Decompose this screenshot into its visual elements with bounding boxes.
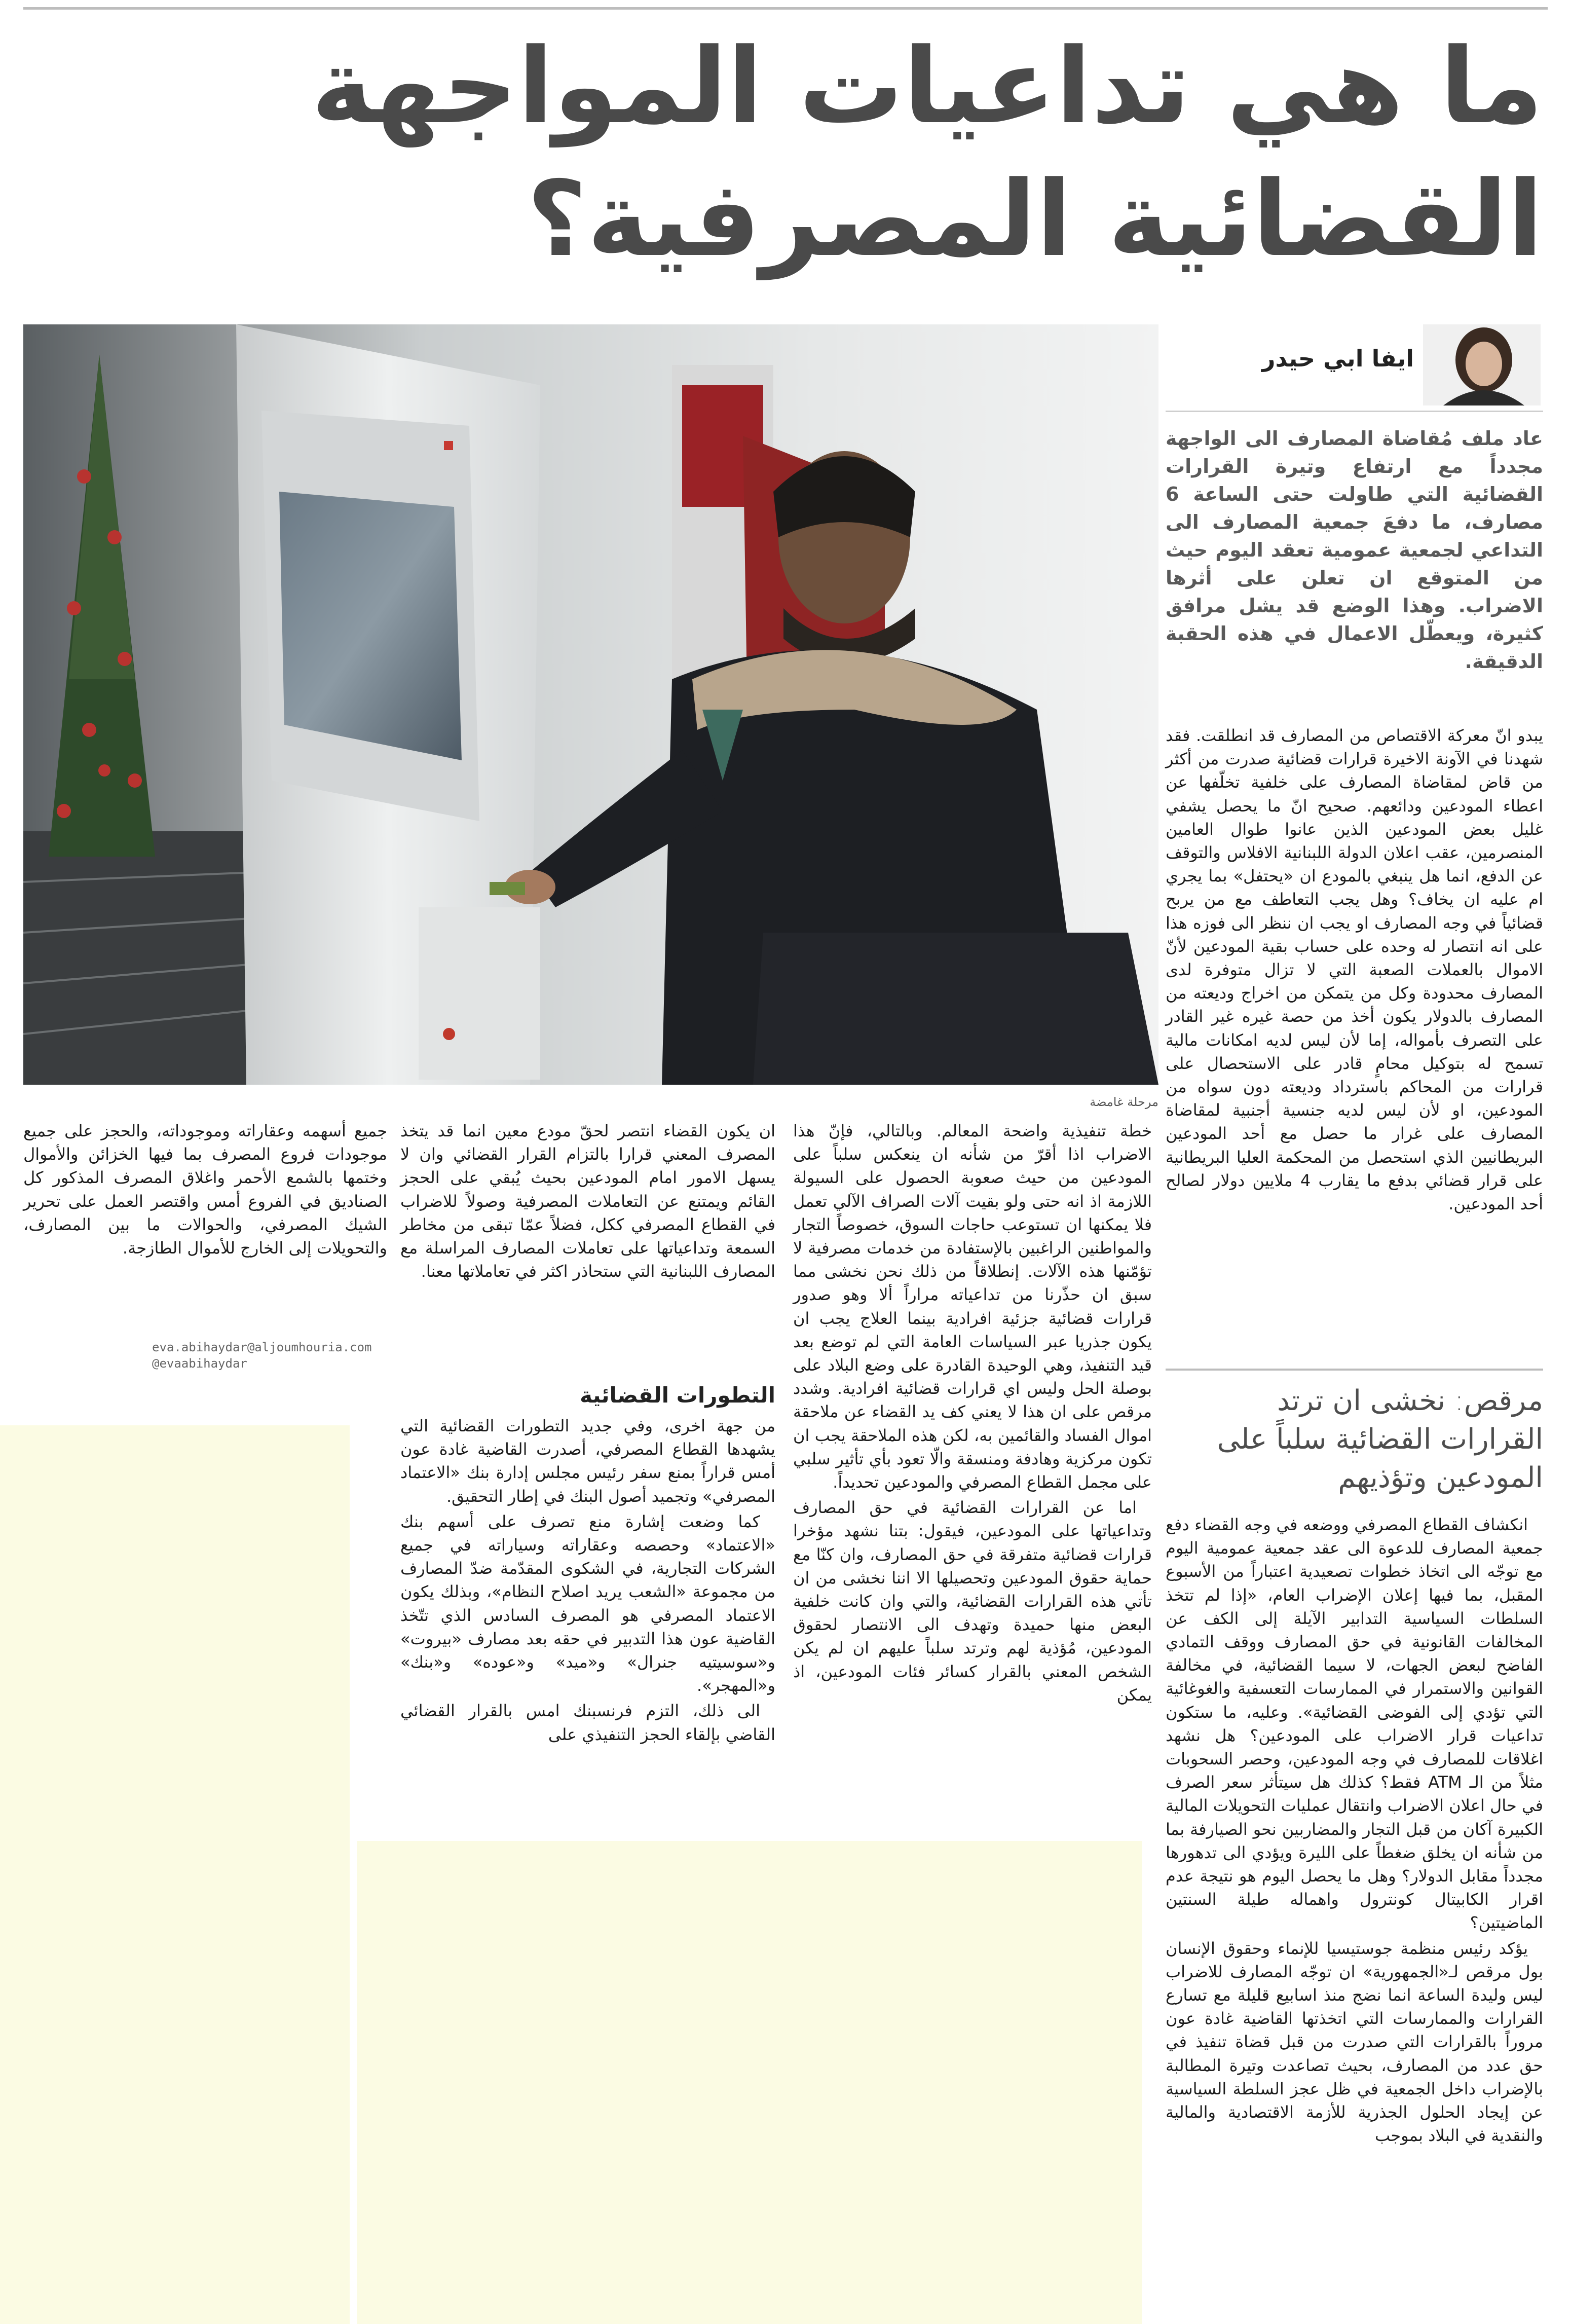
photo-caption: مرحلة غامضة bbox=[1090, 1095, 1158, 1109]
ad-space-left bbox=[0, 1425, 350, 2324]
top-rule bbox=[23, 7, 1548, 10]
author-twitter[interactable]: @evaabihaydar bbox=[152, 1356, 247, 1371]
paragraph: خطة تنفيذية واضحة المعالم. وبالتالي، فإنّ هذا الاضراب اذا أقرّ من شأنه ان ينعكس سلباً على المودعين من حيث صعوبة الحصول على السيولة اللازمة اذ انه حتى ولو بقيت آلات الصراف الآلي تعمل فلا يمكنها ان تستوعب حاجات السوق، خصوصاً التجار والمواطنين الراغبين بالإستفادة من خدمات مصرفية لا تؤمّنها هذه الآلات. إنطلاقاً من ذلك نحن نخشى مما سبق ان حذّرنا من تداعياته مراراً ألا وهو صدور قرارات قضائية جزئية افرادية بينما العلاج يجب ان يكون جذريا عبر السياسات العامة التي لم توضع بعد قيد التنفيذ، وهي الوحيدة القادرة على وضع البلاد على بوصلة الحل وليس اي قرارات قضائية افرادية. وشدد مرقص على ان هذا لا يعني كف يد القضاء عن ملاحقة اموال الفساد والقائمين به، لكن هذه الملاحقة يجب ان تكون مركزية وهادفة ومنسقة والّا تعود بأي تأثير سلبي على مجمل القطاع المصرفي والمودعين تحديداً. bbox=[793, 1121, 1152, 1492]
column-3-bottom bbox=[400, 1414, 775, 1748]
ad-space-bottom bbox=[357, 1841, 1142, 2324]
paragraph: كما وضعت إشارة منع تصرف على أسهم بنك «الاعتماد» وحصصه وعقاراته وسياراته في جميع الشركات التجارية، في الشكوى المقدّمة ضدّ المصارف من مجموعة «الشعب يريد اصلاح النظام»، وبذلك يكون الاعتماد المصرفي هو المصرف السادس الذي تتّخذ القاضية عون هذا التدبير في حقه بعد مصارف «بيروت» و«سوسيتيه جنرال» و«ميد» و«عوده» و«بنك» و«المهجر». bbox=[400, 1511, 775, 1695]
author-contact bbox=[152, 1339, 387, 1372]
author-email[interactable]: eva.abihaydar@aljoumhouria.com bbox=[152, 1340, 372, 1354]
section-subheading: التطورات القضائية bbox=[580, 1383, 775, 1408]
atm-kiosk-photo bbox=[23, 324, 1158, 1085]
column-1-bottom bbox=[1166, 1513, 1543, 2149]
paragraph: يبدو انّ معركة الاقتصاص من المصارف قد انطلقت. فقد شهدنا في الآونة الاخيرة قرارات قضائية صدرت من أكثر من قاض لمقاضاة المصارف على خلفية تخلّفها عن اعطاء المودعين ودائعهم. صحيح انّ ما يحصل يشفي غليل بعض المودعين الذين عانوا طوال العامين المنصرمين، عقب اعلان الدولة اللبنانية الافلاس والتوقف عن الدفع، انما هل ينبغي بالمودع ان «يحتفل» بما يجري ام عليه ان يخاف؟ وهل يجب التعاطف مع من يربح قضائياً في وجه المصارف او يجب ان ننظر الى فوزه هذا على انه انتصار له وحده على حساب بقية المودعين لأنّ الاموال بالعملات الصعبة التي لا تزال متوفرة لدى المصارف محدودة وكل من يتمكن من اخراج وديعته من المصارف بالدولار يكون أخذ من حصة غيره غير القادر على التصرف بأمواله، إما لأن ليس لديه امكانات مالية تسمح له بتوكيل محامٍ قادر على الاستحصال على قرارات من المحاكم باسترداد وديعته دون سواه من المودعين، او لأن ليس لديه جنسية أجنبية لمقاضاة المصارف على غرار ما حصل مع أحد المودعين البريطانيين الذي استحصل من المحكمة العليا البريطانية على قرار قضائي بدفع ما يقارب 4 ملايين دولار لصالح أحد المودعين. bbox=[1166, 726, 1544, 1214]
pull-quote: مرقص: نخشى ان ترتد القرارات القضائية سلباً على المودعين وتؤذيهم bbox=[1166, 1369, 1543, 1497]
paragraph: الى ذلك، التزم فرنسبنك امس بالقرار القضائي القاضي بإلقاء الحجز التنفيذي على bbox=[400, 1701, 775, 1744]
author-portrait bbox=[1423, 324, 1541, 405]
main-photo bbox=[23, 324, 1158, 1085]
paragraph: يؤكد رئيس منظمة جوستيسيا للإنماء وحقوق الإنسان بول مرقص لـ«الجمهورية» ان توجّه المصارف للاضراب ليس وليدة الساعة انما نضج منذ اسابيع قليلة مع تسارع القرارات والممارسات التي اتخذتها القاضية غادة عون مروراً بالقرارات التي صدرت من قبل قضاة تنفيذ في حق عدد من المصارف، بحيث تصاعدت وتيرة المطالبة بالإضراب داخل الجمعية في ظل عجز السلطة السياسية عن إيجاد الحلول الجذرية للأزمة الاقتصادية والمالية والنقدية في البلاد بموجب bbox=[1166, 1938, 1543, 2146]
paragraph: من جهة اخرى، وفي جديد التطورات القضائية التي يشهدها القطاع المصرفي، أصدرت القاضية غادة عون أمس قراراً بمنع سفر رئيس مجلس إدارة بنك «الاعتماد المصرفي» وتجميد أصول البنك في إطار التحقيق. bbox=[400, 1416, 775, 1506]
column-3-top bbox=[400, 1119, 775, 1285]
paragraph: اما عن القرارات القضائية في حق المصارف وتداعياتها على المودعين، فيقول: بتنا نشهد مؤخرا قرارات قضائية متفرقة في حق المصارف، وان كنّا مع حماية حقوق المودعين وتحصيلها الا اننا نخشى من ان تأتي هذه القرارات القضائية، والتي وان كانت خلفية البعض منها حميدة وتهدف الى الانتصار لحقوق المودعين، مُؤذية لهم وترتد سلباً عليهم ان لم يكن الشخص المعني بالقرار كسائر فئات المودعين، اذ يمكن bbox=[793, 1498, 1152, 1705]
paragraph: ان يكون القضاء انتصر لحقّ مودع معين انما قد يتخذ المصرف المعني قرارا بالتزام القرار القضائي وان لا يسهل الامور امام المودعين بحيث يُبقي على الحجز القائم ويمتنع عن التعاملات المصرفية وصولاً للاضراب في القطاع المصرفي ككل، فضلاً عمّا تبقى من مخاطر السمعة وتداعياتها على تعاملات المصارف المراسلة مع المصارف اللبنانية التي ستحاذر اكثر في تعاملاتها معنا. bbox=[400, 1121, 775, 1281]
headline: ما هي تداعيات المواجهة القضائية المصرفية؟ bbox=[311, 26, 1543, 280]
author-photo bbox=[1423, 324, 1541, 405]
lead-paragraph: عاد ملف مُقاضاة المصارف الى الواجهة مجدداً مع ارتفاع وتيرة القرارات القضائية التي طاولت حتى الساعة 6 مصارف، ما دفعَ جمعية المصارف الى التداعي لجمعية عمومية تعقد اليوم حيث من المتوقع ان تعلن على أثرها الاضراب. وهذا الوضع قد يشل مرافق كثيرة، ويعطّل الاعمال في هذه الحقبة الدقيقة. bbox=[1166, 427, 1543, 673]
paragraph: جميع أسهمه وعقاراته وموجوداته، والحجز على جميع موجودات فروع المصرف بما فيها الخزائن والأموال وختمها بالشمع الأحمر واغلاق المصرف المذكور كل الصناديق في الفروع أمس واقتصر العمل على تحرير الشيك المصرفي، والحوالات ما بين المصارف، والتحويلات إلى الخارج للأموال الطازجة. bbox=[23, 1121, 387, 1258]
author-divider bbox=[1166, 411, 1543, 412]
author-name: ايفا ابي حيدر bbox=[1261, 345, 1414, 372]
column-4 bbox=[23, 1119, 387, 1262]
column-2 bbox=[793, 1119, 1152, 1709]
paragraph: انكشاف القطاع المصرفي ووضعه في وجه القضاء دفع جمعية المصارف للدعوة الى عقد جمعية عمومية اليوم مع توجّه الى اتخاذ خطوات تصعيدية اعتباراً من الأسبوع المقبل، بما فيها إعلان الإضراب العام، «إذا لم تتخذ السلطات السياسية التدابير الآيلة إلى الكف عن المخالفات القانونية في حق المصارف ووقف التمادي الفاضح لبعض الجهات، لا سيما القضائية، في مخالفة القوانين والاستمرار في الممارسات التعسفية والغوغائية التي تؤدي إلى الفوضى القضائية». وعليه، ما ستكون تداعيات قرار الاضراب على المودعين؟ هل نشهد اغلاقات للمصارف في وجه المودعين، وحصر السحوبات مثلاً من الـ ATM فقط؟ كذلك هل سيتأثر سعر الصرف في حال اعلان الاضراب وانتقال عمليات التحويلات المالية الكبيرة آكان من قبل التجار والمضاربين نحو الصيارفة بما من شأنه ان يخلق ضغطاً على الليرة ويؤدي الى تدهورها مجدداً مقابل الدولار؟ وهل ما يحصل اليوم هو نتيجة عدم اقرار الكابيتال كونترول واهماله طيلة السنتين الماضيتين؟ bbox=[1166, 1515, 1543, 1933]
column-1-top bbox=[1166, 724, 1543, 1218]
